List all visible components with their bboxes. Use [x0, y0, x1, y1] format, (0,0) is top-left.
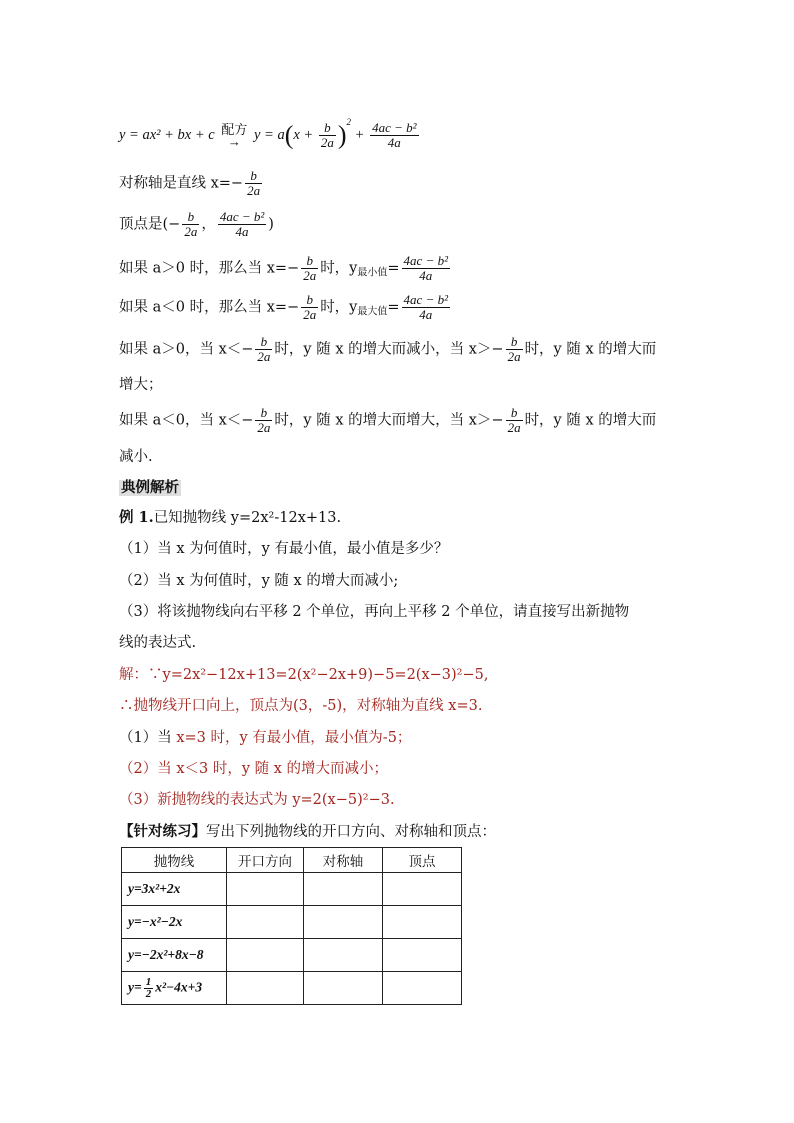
minimum-value-line: 如果 a＞0 时，那么当 x=− $\frac{b}{2a}$ 时，$y_{最小值}=$ $\frac{\text{4ac − b²}}{4a}$: [119, 253, 448, 283]
solution-label: 解：: [119, 667, 148, 683]
question-3-continued: 线的表达式.: [119, 635, 197, 651]
frac-b-2a: $\frac{b}{2a}$: [507, 334, 521, 364]
table-header: 顶点: [383, 848, 462, 873]
parabola-cell: y=−2x²+8x−8: [122, 939, 227, 972]
table-row: [122, 906, 462, 939]
answer-cell[interactable]: [227, 873, 304, 906]
answer-cell[interactable]: [383, 873, 462, 906]
solution-line-0: 解：∵y=2x²−12x+13=2(x²−2x+9)−5=2(x−3)²−5,: [119, 667, 489, 683]
practice-prompt: 【针对练习】写出下列抛物线的开口方向、对称轴和顶点：: [119, 823, 496, 840]
vertex-line: 顶点是(− $\frac{b}{2a}$ ， $\frac{\text{4ac − b²}}{4a}$ ): [119, 209, 274, 239]
monotonic-line-a-positive-continued: 增大；: [119, 377, 163, 393]
question-2: （2）当 x 为何值时，y 随 x 的增大而减小;: [119, 573, 399, 589]
left-paren: (: [284, 120, 294, 150]
answer-cell[interactable]: [304, 939, 383, 972]
practice-label: 【针对练习】: [119, 823, 206, 840]
frac-b-2a: $\frac{b}{2a}$: [257, 334, 271, 364]
monotonic-line-a-negative-continued: 减小.: [119, 449, 153, 465]
table-header: 抛物线: [122, 848, 227, 873]
monotonic-line-a-positive: 如果 a＞0，当 x＜− $\frac{b}{2a}$ 时，y 随 x 的增大而减小，当 x＞− $\frac{b}{2a}$ 时，y 随 x 的增大而: [119, 334, 657, 364]
answer-cell[interactable]: [304, 873, 383, 906]
vertex-y-fraction: $\frac{\text{4ac − b²}}{4a}$: [219, 209, 265, 239]
table-header: 对称轴: [304, 848, 383, 873]
solution-line-2: （1）当 x=3 时，y 有最小值，最小值为-5；: [119, 730, 412, 746]
axis-of-symmetry-line: 对称轴是直线 x=− $\frac{b}{2a}$: [119, 168, 261, 198]
table-row: [122, 972, 462, 1005]
answer-cell[interactable]: [383, 906, 462, 939]
answer-cell[interactable]: [227, 906, 304, 939]
answer-cell[interactable]: [383, 939, 462, 972]
max-subscript: 最大值: [357, 306, 388, 318]
practice-table: [121, 847, 462, 1005]
table-header-row: [122, 848, 462, 873]
min-value-fraction: $\frac{\text{4ac − b²}}{4a}$: [403, 253, 448, 283]
question-1: （1）当 x 为何值时，y 有最小值，最小值是多少？: [119, 541, 449, 557]
frac-b-2a: $\frac{b}{2a}$: [507, 405, 521, 435]
answer-cell[interactable]: [304, 906, 383, 939]
monotonic-line-a-negative: 如果 a＜0，当 x＜− $\frac{b}{2a}$ 时，y 随 x 的增大而增大，当 x＞− $\frac{b}{2a}$ 时，y 随 x 的增大而: [119, 405, 657, 435]
example-stem: 例 1.已知抛物线 y=2x²-12x+13.: [119, 509, 342, 526]
arrow-icon: →: [227, 133, 241, 149]
section-heading: 典例解析: [121, 480, 179, 496]
solution-line-3: （2）当 x＜3 时，y 随 x 的增大而减小；: [119, 761, 389, 777]
completing-square-arrow: [221, 124, 247, 148]
arrow-label: 配方: [221, 122, 248, 138]
vertex-form-prefix: y = a: [253, 127, 285, 143]
x-plus: x +: [293, 127, 317, 143]
answer-cell[interactable]: [227, 939, 304, 972]
plus-sign: +: [354, 127, 365, 143]
solution-line-1: ∴抛物线开口向上，顶点为(3，-5)，对称轴为直线 x=3.: [119, 698, 483, 714]
parabola-cell: y= $\frac{1}{2}$ x²−4x+3: [122, 972, 227, 1005]
parabola-cell: y=3x²+2x: [122, 873, 227, 906]
frac-b-2a: $\frac{b}{2a}$: [257, 405, 271, 435]
right-paren: ): [337, 120, 347, 150]
max-value-fraction: $\frac{\text{4ac − b²}}{4a}$: [403, 292, 448, 322]
standard-form: y = ax² + bx + c: [119, 127, 215, 143]
constant-term-fraction: $\frac{\text{4ac − b²}}{4a}$: [372, 120, 417, 151]
table-row: [122, 939, 462, 972]
question-3: （3）将该抛物线向右平移 2 个单位，再向上平移 2 个单位，请直接写出新抛物: [119, 604, 630, 620]
table-row: [122, 873, 462, 906]
solution-line-4: （3）新抛物线的表达式为 y=2(x−5)²−3.: [119, 792, 395, 808]
max-x-fraction: $\frac{b}{2a}$: [303, 292, 317, 322]
answer-cell[interactable]: [227, 972, 304, 1005]
parabola-cell: y=−x²−2x: [122, 906, 227, 939]
b-over-2a: $\frac{b}{2a}$: [320, 120, 334, 151]
vertex-form-formula: [119, 112, 421, 150]
answer-cell[interactable]: [304, 972, 383, 1005]
min-subscript: 最小值: [357, 267, 388, 279]
vertex-x-fraction: $\frac{b}{2a}$: [184, 209, 198, 239]
min-x-fraction: $\frac{b}{2a}$: [303, 253, 317, 283]
maximum-value-line: 如果 a＜0 时，那么当 x=− $\frac{b}{2a}$ 时，$y_{最大值}=$ $\frac{\text{4ac − b²}}{4a}$: [119, 292, 448, 322]
table-header: 开口方向: [227, 848, 304, 873]
square-exponent: 2: [346, 117, 352, 127]
answer-cell[interactable]: [383, 972, 462, 1005]
half-fraction: $\frac{1}{2}$: [145, 975, 152, 1000]
axis-fraction: $\frac{b}{2a}$: [247, 168, 261, 198]
example-label: 例 1.: [119, 509, 154, 526]
